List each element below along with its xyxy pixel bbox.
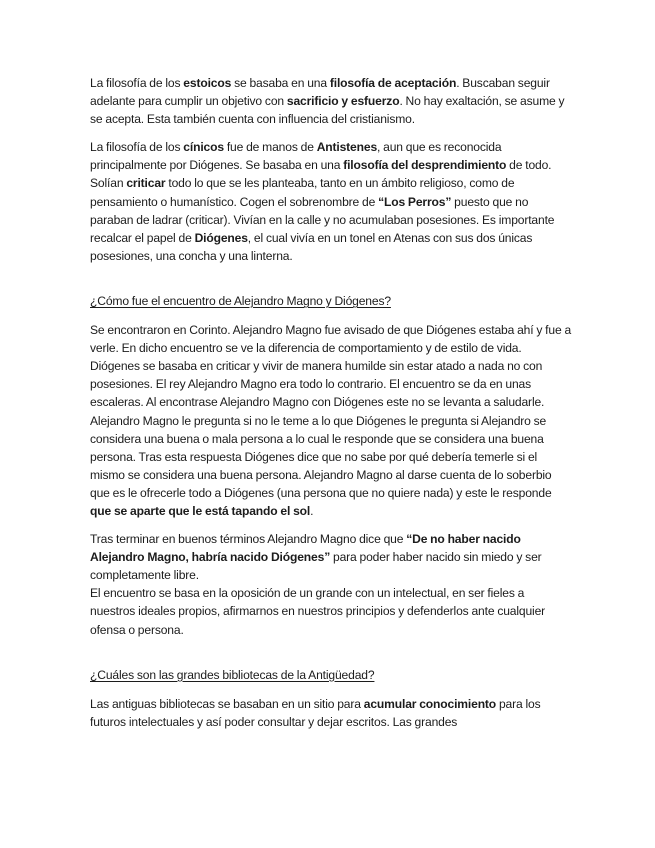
- text-run: . Buscaban seguir adelante para cumplir un objetivo con: [90, 76, 550, 109]
- text-run: .: [310, 503, 314, 518]
- section-heading-encuentro: ¿Cómo fue el encuentro de Alejandro Magno y Diógenes?: [90, 293, 391, 308]
- text-run: La filosofía de los: [90, 76, 184, 90]
- text-run: La filosofía de los: [90, 140, 184, 155]
- section-heading-bibliotecas: ¿Cuáles son las grandes bibliotecas de la Antigüedad?: [90, 667, 375, 682]
- paragraph-estoicos: [90, 74, 572, 128]
- text-run: El encuentro se basa en la oposición de un grande con un intelectual, en ser fieles a nuestros ideales propios, afirmarnos en nuestros principios y defenderlos ante cualquier ofensa o persona.: [90, 586, 546, 637]
- text-run: , el cual vivía en un tonel en Atenas con sus dos únicas posesiones, una concha y una linterna.: [90, 230, 533, 263]
- bold-text-run: cínicos: [183, 140, 224, 155]
- text-run: puesto que no paraban de ladrar (criticar). Vivían en la calle y no acumulaban posesiones. Es importante recalcar el papel de: [90, 194, 555, 245]
- paragraph-oposicion: [90, 584, 572, 638]
- text-run: para los futuros intelectuales y así poder consultar y dejar escritos. Las grandes: [90, 696, 541, 729]
- text-run: todo lo que se les planteaba, tanto en un ámbito religioso, como de pensamiento o humanístico. Cogen el sobrenombre de: [90, 176, 515, 209]
- text-run: fue de manos de: [223, 140, 317, 155]
- text-run: Las antiguas bibliotecas se basaban en un sitio para: [90, 696, 364, 711]
- bold-text-run: filosofía de aceptación: [329, 76, 457, 90]
- text-run: . No hay exaltación, se asume y se acepta. Esta también cuenta con influencia del cristianismo.: [90, 94, 565, 127]
- document-page: [90, 74, 572, 731]
- bold-text-run: sacrificio y esfuerzo: [286, 94, 400, 109]
- paragraph-encuentro: [90, 321, 572, 520]
- bold-text-run: “De no haber nacido Alejandro Magno, habría nacido Diógenes”: [90, 532, 521, 565]
- text-run: para poder haber nacido sin miedo y ser completamente libre.: [90, 550, 542, 583]
- bold-text-run: “Los Perros”: [378, 194, 452, 209]
- text-run: Tras terminar en buenos términos Alejandro Magno dice que: [90, 532, 407, 547]
- text-run: se basaba en una: [231, 76, 330, 90]
- bold-text-run: criticar: [126, 176, 166, 191]
- bold-text-run: Antistenes: [316, 140, 378, 155]
- text-run: , aun que es reconocida principalmente por Diógenes. Se basaba en una: [90, 140, 502, 173]
- bold-text-run: que se aparte que le está tapando el sol: [90, 503, 311, 518]
- text-run: Se encontraron en Corinto. Alejandro Magno fue avisado de que Diógenes estaba ahí y fue a verle. En dicho encuentro se ve la diferencia de comportamiento y de estilo de vida. Diógenes se basaba en criticar y vivir de manera humilde sin estar atado a nada no con posesiones. El rey Alejandro Magno era todo lo contrario. El encuentro se da en unas escaleras. Al encontrase Alejandro Magno con Diógenes este no se levanta a saludarle. Alejandro Magno le pregunta si no le teme a lo que Diógenes le pregunta si Alejandro se considera una buena o mala persona a lo cual le responde que se considera una buena persona. Tras esta respuesta Diógenes dice que no sabe por qué debería temerle si el mismo se considera una buena persona. Alejandro Magno al darse cuenta de lo soberbio que es le ofrecerle todo a Diógenes (una persona que no quiere nada) y este le responde: [90, 323, 572, 500]
- bold-text-run: filosofía del desprendimiento: [343, 158, 507, 173]
- bold-text-run: Diógenes: [194, 230, 248, 245]
- text-run: de todo. Solían: [90, 158, 552, 191]
- bold-text-run: acumular conocimiento: [363, 696, 497, 711]
- paragraph-bibliotecas: [90, 695, 572, 731]
- paragraph-cinicos: [90, 138, 572, 265]
- paragraph-cita: [90, 530, 572, 584]
- bold-text-run: estoicos: [183, 76, 232, 90]
